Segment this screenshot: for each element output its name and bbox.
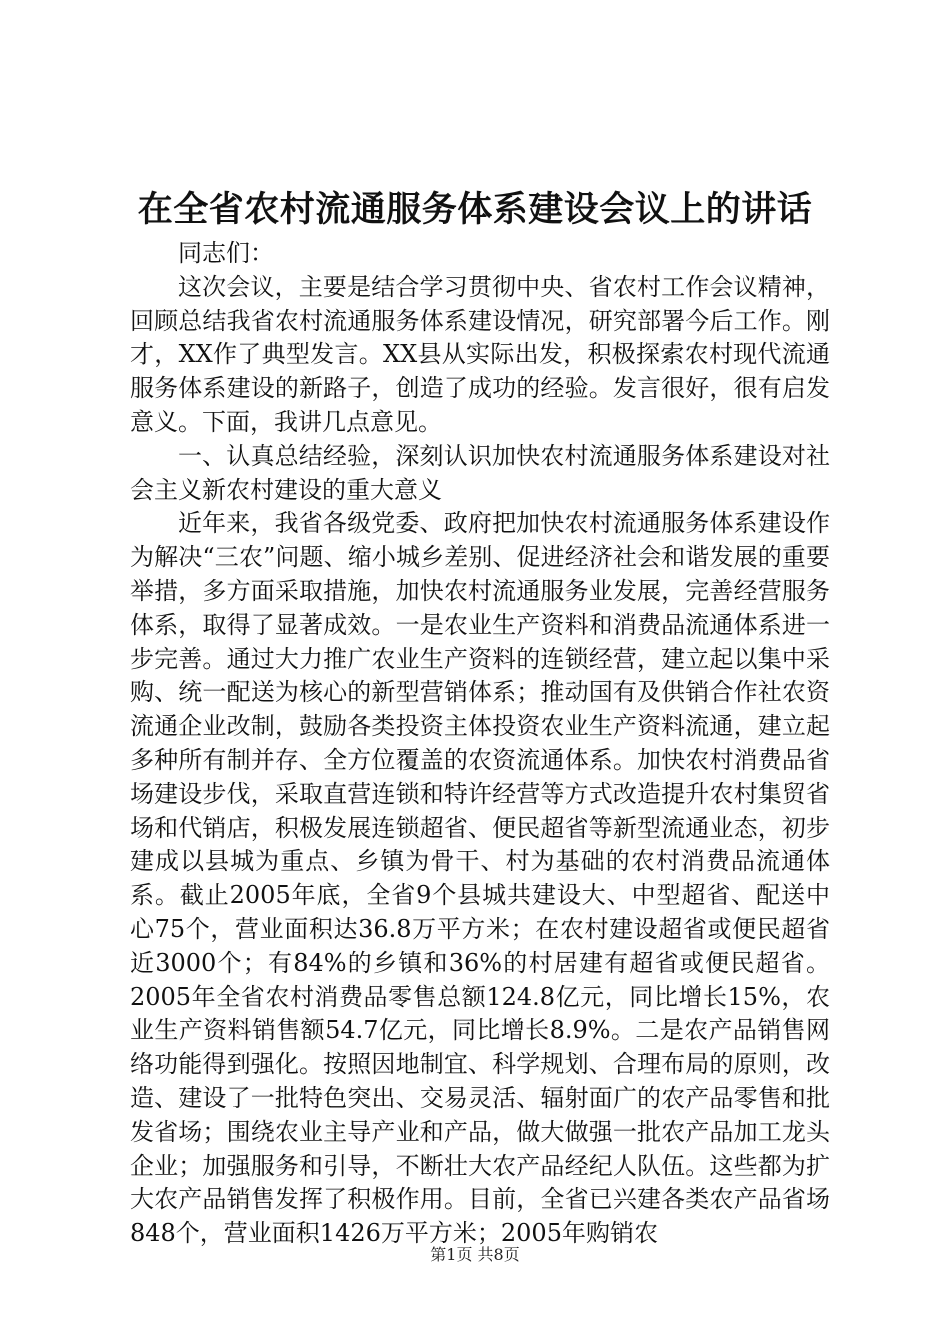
document-body — [130, 237, 830, 1251]
paragraph: 近年来，我省各级党委、政府把加快农村流通服务体系建设作为解决“三农”问题、缩小城乡差别、促进经济社会和谐发展的重要举措，多方面采取措施，加快农村流通服务业发展，完善经营服务体系，取得了显著成效。一是农业生产资料和消费品流通体系进一步完善。通过大力推广农业生产资料的连锁经营，建立起以集中采购、统一配送为核心的新型营销体系；推动国有及供销合作社农资流通企业改制，鼓励各类投资主体投资农业生产资料流通，建立起多种所有制并存、全方位覆盖的农资流通体系。加快农村消费品省场建设步伐，采取直营连锁和特许经营等方式改造提升农村集贸省场和代销店，积极发展连锁超省、便民超省等新型流通业态，初步建成以县城为重点、乡镇为骨干、村为基础的农村消费品流通体系。截止2005年底，全省9个县城共建设大、中型超省、配送中心75个，营业面积达36.8万平方米；在农村建设超省或便民超省近3000个；有84%的乡镇和36%的村居建有超省或便民超省。2005年全省农村消费品零售总额124.8亿元，同比增长15%，农业生产资料销售额54.7亿元，同比增长8.9%。二是农产品销售网络功能得到强化。按照因地制宜、科学规划、合理布局的原则，改造、建设了一批特色突出、交易灵活、辐射面广的农产品零售和批发省场；围绕农业主导产业和产品，做大做强一批农产品加工龙头企业；加强服务和引导，不断壮大农产品经纪人队伍。这些都为扩大农产品销售发挥了积极作用。目前，全省已兴建各类农产品省场848个，营业面积1426万平方米；2005年购销农 — [130, 509, 830, 1248]
section-heading: 一、认真总结经验，深刻认识加快农村流通服务体系建设对社会主义新农村建设的重大意义 — [130, 441, 830, 504]
greeting: 同志们： — [178, 239, 274, 267]
page-footer: 第1页 共8页 — [430, 1245, 520, 1264]
page-title: 在全省农村流通服务体系建设会议上的讲话 — [137, 189, 813, 230]
paragraph: 这次会议，主要是结合学习贯彻中央、省农村工作会议精神，回顾总结我省农村流通服务体系建设情况，研究部署今后工作。刚才，XX作了典型发言。XX县从实际出发，积极探索农村现代流通服务体系建设的新路子，创造了成功的经验。发言很好，很有启发意义。下面，我讲几点意见。 — [130, 272, 830, 436]
